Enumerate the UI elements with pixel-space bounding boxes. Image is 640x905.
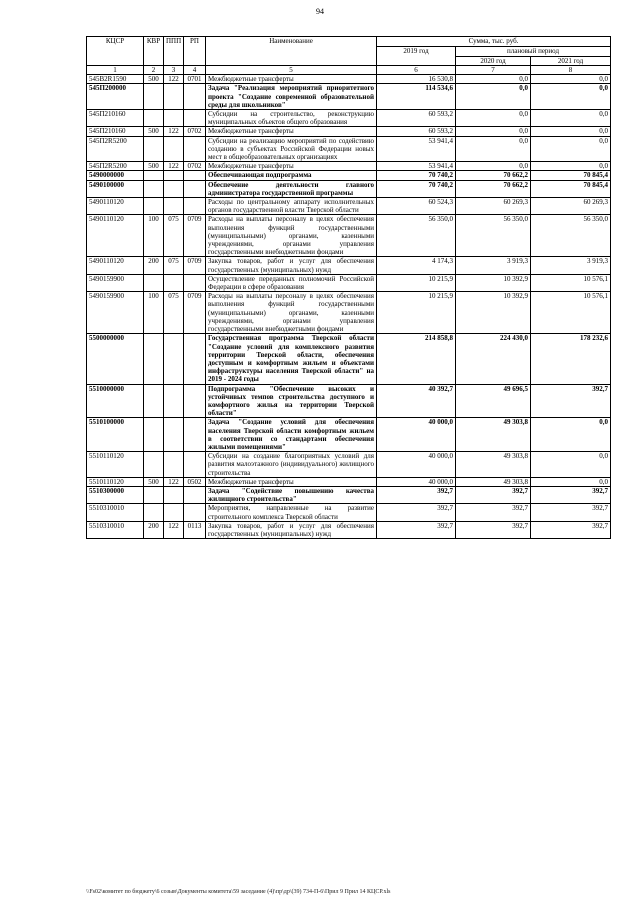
row-kcsr: 545П200000 <box>87 84 144 110</box>
row-sum-2021: 3 919,3 <box>531 257 611 274</box>
table-header <box>87 37 611 75</box>
row-kvr <box>144 274 164 291</box>
table-row <box>87 257 611 274</box>
row-rp <box>184 418 206 452</box>
row-kcsr: 5490110120 <box>87 215 144 257</box>
row-name: Задача "Реализация мероприятий приоритетного проекта "Создание современной образовательной среды для школьников" <box>206 84 377 110</box>
row-ppp: 075 <box>164 292 184 334</box>
row-name: Межбюджетные трансферты <box>206 477 377 486</box>
row-sum-2021: 0,0 <box>531 127 611 136</box>
row-ppp <box>164 180 184 197</box>
row-kvr <box>144 418 164 452</box>
table-row <box>87 486 611 503</box>
budget-table <box>86 36 611 539</box>
row-kvr <box>144 384 164 418</box>
row-sum-2019: 60 593,2 <box>377 110 456 127</box>
row-sum-2019: 40 000,0 <box>377 452 456 478</box>
row-name: Обеспечение деятельности главного администратора государственной программы <box>206 180 377 197</box>
row-rp: 0701 <box>184 75 206 84</box>
row-ppp <box>164 110 184 127</box>
column-number: 1 <box>87 66 144 75</box>
row-kcsr: 5490159900 <box>87 292 144 334</box>
header-2019: 2019 год <box>377 47 456 66</box>
row-sum-2021: 70 845,4 <box>531 171 611 180</box>
row-kvr: 500 <box>144 477 164 486</box>
row-sum-2019: 40 000,0 <box>377 477 456 486</box>
row-kcsr: 5510110120 <box>87 452 144 478</box>
row-rp <box>184 274 206 291</box>
row-kcsr: 5500000000 <box>87 334 144 384</box>
row-ppp <box>164 334 184 384</box>
row-rp <box>184 198 206 215</box>
row-kcsr: 5490159900 <box>87 274 144 291</box>
row-kvr <box>144 84 164 110</box>
table-row <box>87 127 611 136</box>
row-sum-2019: 392,7 <box>377 486 456 503</box>
row-sum-2020: 49 303,8 <box>456 477 531 486</box>
header-planned-period: плановый период <box>456 47 611 57</box>
row-sum-2020: 392,7 <box>456 486 531 503</box>
table-row <box>87 452 611 478</box>
table-row <box>87 84 611 110</box>
row-sum-2020: 70 662,2 <box>456 171 531 180</box>
row-sum-2021: 0,0 <box>531 75 611 84</box>
row-sum-2021: 56 350,0 <box>531 215 611 257</box>
table-row <box>87 384 611 418</box>
table-row <box>87 521 611 538</box>
row-kcsr: 545П2R5200 <box>87 162 144 171</box>
row-ppp <box>164 504 184 521</box>
row-name: Субсидии на реализацию мероприятий по содействию созданию в субъектах Российской Федерации новых мест в общеобразовательных организациях <box>206 136 377 162</box>
row-ppp: 122 <box>164 521 184 538</box>
row-sum-2020: 49 696,5 <box>456 384 531 418</box>
row-rp <box>184 486 206 503</box>
row-name: Расходы на выплаты персоналу в целях обеспечения выполнения функций государственными (муниципальными) органами, казенными учреждениями, органами управления государственными внебюджетными фондами <box>206 215 377 257</box>
row-name: Субсидии на строительство, реконструкцию муниципальных объектов общего образования <box>206 110 377 127</box>
row-ppp <box>164 384 184 418</box>
row-sum-2021: 0,0 <box>531 84 611 110</box>
row-sum-2019: 10 215,9 <box>377 274 456 291</box>
table-row <box>87 292 611 334</box>
row-rp <box>184 180 206 197</box>
row-sum-2019: 53 941,4 <box>377 162 456 171</box>
row-sum-2021: 178 232,6 <box>531 334 611 384</box>
column-number: 6 <box>377 66 456 75</box>
header-sum: Сумма, тыс. руб. <box>377 37 611 47</box>
page-number: 94 <box>316 7 324 16</box>
row-name: Мероприятия, направленные на развитие строительного комплекса Тверской области <box>206 504 377 521</box>
row-name: Субсидии на создание благоприятных условий для развития малоэтажного (индивидуального) жилищного строительства <box>206 452 377 478</box>
row-sum-2019: 16 530,8 <box>377 75 456 84</box>
row-ppp: 075 <box>164 257 184 274</box>
row-sum-2021: 10 576,1 <box>531 292 611 334</box>
row-name: Подпрограмма "Обеспечение высоких и устойчивых темпов строительства доступного и комфортного жилья на территории Тверской области" <box>206 384 377 418</box>
row-kcsr: 5510110120 <box>87 477 144 486</box>
row-kvr: 500 <box>144 162 164 171</box>
header-name: Наименование <box>206 37 377 66</box>
row-ppp <box>164 171 184 180</box>
row-name: Межбюджетные трансферты <box>206 75 377 84</box>
row-sum-2021: 70 845,4 <box>531 180 611 197</box>
row-name: Расходы по центральному аппарату исполнительных органов государственной власти Тверской области <box>206 198 377 215</box>
row-sum-2020: 0,0 <box>456 162 531 171</box>
row-kvr <box>144 198 164 215</box>
column-number: 4 <box>184 66 206 75</box>
row-ppp <box>164 84 184 110</box>
row-sum-2021: 392,7 <box>531 504 611 521</box>
row-sum-2019: 53 941,4 <box>377 136 456 162</box>
row-ppp: 122 <box>164 75 184 84</box>
footer-file-path: \\Fs02\комитет по бюджету\6 созыв\Документы комитета\59 заседание (4)\пр\др\(39) 734-П-6\Прил 9 Прил 14 КЦСР.xls <box>86 889 391 895</box>
row-sum-2019: 392,7 <box>377 504 456 521</box>
row-sum-2019: 4 174,3 <box>377 257 456 274</box>
header-2021: 2021 год <box>531 57 611 66</box>
table-body <box>87 75 611 539</box>
row-kvr: 100 <box>144 292 164 334</box>
row-kcsr: 5490000000 <box>87 171 144 180</box>
row-kcsr: 545В2R1590 <box>87 75 144 84</box>
row-sum-2020: 0,0 <box>456 127 531 136</box>
table-row <box>87 274 611 291</box>
header-2020: 2020 год <box>456 57 531 66</box>
row-ppp <box>164 486 184 503</box>
row-ppp <box>164 136 184 162</box>
row-sum-2020: 392,7 <box>456 521 531 538</box>
row-sum-2020: 0,0 <box>456 110 531 127</box>
row-sum-2019: 40 000,0 <box>377 418 456 452</box>
table-row <box>87 75 611 84</box>
row-kvr: 200 <box>144 257 164 274</box>
row-rp <box>184 110 206 127</box>
row-kvr <box>144 171 164 180</box>
row-kvr <box>144 136 164 162</box>
row-sum-2019: 56 350,0 <box>377 215 456 257</box>
row-name: Осуществление переданных полномочий Российской Федерации в сфере образования <box>206 274 377 291</box>
row-sum-2020: 56 350,0 <box>456 215 531 257</box>
row-sum-2021: 60 269,3 <box>531 198 611 215</box>
row-ppp: 122 <box>164 162 184 171</box>
row-sum-2019: 60 524,3 <box>377 198 456 215</box>
header-kcsr: КЦСР <box>87 37 144 66</box>
row-sum-2020: 70 662,2 <box>456 180 531 197</box>
row-sum-2021: 0,0 <box>531 477 611 486</box>
row-ppp: 075 <box>164 215 184 257</box>
row-kcsr: 5510100000 <box>87 418 144 452</box>
table-row <box>87 334 611 384</box>
row-name: Расходы на выплаты персоналу в целях обеспечения выполнения функций государственными (муниципальными) органами, казенными учреждениями, органами управления государственными внебюджетными фондами <box>206 292 377 334</box>
row-sum-2019: 40 392,7 <box>377 384 456 418</box>
table-row <box>87 418 611 452</box>
row-sum-2021: 0,0 <box>531 162 611 171</box>
row-kvr <box>144 334 164 384</box>
row-sum-2021: 0,0 <box>531 452 611 478</box>
row-kcsr: 545П210160 <box>87 127 144 136</box>
row-sum-2020: 49 303,8 <box>456 452 531 478</box>
row-sum-2021: 0,0 <box>531 136 611 162</box>
row-name: Обеспечивающая подпрограмма <box>206 171 377 180</box>
row-kvr: 200 <box>144 521 164 538</box>
row-sum-2019: 392,7 <box>377 521 456 538</box>
row-sum-2019: 70 740,2 <box>377 180 456 197</box>
table-row <box>87 162 611 171</box>
table-row <box>87 180 611 197</box>
table-row <box>87 110 611 127</box>
column-number: 3 <box>164 66 184 75</box>
row-rp <box>184 136 206 162</box>
row-sum-2021: 0,0 <box>531 418 611 452</box>
row-name: Задача "Содействие повышению качества жилищного строительства" <box>206 486 377 503</box>
row-name: Межбюджетные трансферты <box>206 127 377 136</box>
row-sum-2020: 10 392,9 <box>456 292 531 334</box>
row-rp: 0113 <box>184 521 206 538</box>
row-kvr: 500 <box>144 75 164 84</box>
row-ppp: 122 <box>164 127 184 136</box>
row-ppp <box>164 274 184 291</box>
row-kvr <box>144 110 164 127</box>
row-rp <box>184 504 206 521</box>
row-kvr <box>144 452 164 478</box>
row-sum-2019: 10 215,9 <box>377 292 456 334</box>
column-number: 7 <box>456 66 531 75</box>
row-sum-2020: 392,7 <box>456 504 531 521</box>
row-rp <box>184 384 206 418</box>
row-sum-2019: 114 534,6 <box>377 84 456 110</box>
row-kcsr: 5490110120 <box>87 198 144 215</box>
row-kcsr: 545П2R5200 <box>87 136 144 162</box>
row-name: Государственная программа Тверской области "Создание условий для комплексного развития территории Тверской области, обеспечения доступным и комфортным жильем и объектами инфраструктуры населения Тверской области" на 2019 - 2024 годы <box>206 334 377 384</box>
header-rp: РП <box>184 37 206 66</box>
row-sum-2019: 60 593,2 <box>377 127 456 136</box>
row-rp: 0702 <box>184 127 206 136</box>
row-rp <box>184 84 206 110</box>
row-kvr: 100 <box>144 215 164 257</box>
row-kcsr: 5510310010 <box>87 504 144 521</box>
row-kcsr: 545П210160 <box>87 110 144 127</box>
row-ppp: 122 <box>164 477 184 486</box>
table-row <box>87 504 611 521</box>
row-sum-2020: 10 392,9 <box>456 274 531 291</box>
table-row <box>87 215 611 257</box>
header-kvr: КВР <box>144 37 164 66</box>
table-row <box>87 171 611 180</box>
row-sum-2020: 0,0 <box>456 84 531 110</box>
row-kvr <box>144 180 164 197</box>
row-kvr <box>144 504 164 521</box>
row-name: Межбюджетные трансферты <box>206 162 377 171</box>
row-kvr: 500 <box>144 127 164 136</box>
column-number: 5 <box>206 66 377 75</box>
row-sum-2021: 392,7 <box>531 486 611 503</box>
row-kvr <box>144 486 164 503</box>
row-sum-2020: 0,0 <box>456 75 531 84</box>
table-row <box>87 198 611 215</box>
row-sum-2020: 224 430,0 <box>456 334 531 384</box>
row-rp <box>184 334 206 384</box>
row-sum-2021: 10 576,1 <box>531 274 611 291</box>
row-sum-2020: 0,0 <box>456 136 531 162</box>
row-ppp <box>164 418 184 452</box>
row-rp <box>184 452 206 478</box>
row-kcsr: 5490110120 <box>87 257 144 274</box>
row-name: Закупка товаров, работ и услуг для обеспечения государственных (муниципальных) нужд <box>206 521 377 538</box>
row-rp: 0502 <box>184 477 206 486</box>
row-rp: 0702 <box>184 162 206 171</box>
column-number-row <box>87 66 611 75</box>
row-sum-2021: 0,0 <box>531 110 611 127</box>
row-rp: 0709 <box>184 292 206 334</box>
row-sum-2021: 392,7 <box>531 521 611 538</box>
row-sum-2021: 392,7 <box>531 384 611 418</box>
column-number: 2 <box>144 66 164 75</box>
header-ppp: ППП <box>164 37 184 66</box>
row-rp: 0709 <box>184 215 206 257</box>
row-rp: 0709 <box>184 257 206 274</box>
table-row <box>87 136 611 162</box>
row-kcsr: 5510300000 <box>87 486 144 503</box>
row-sum-2020: 60 269,3 <box>456 198 531 215</box>
row-sum-2019: 214 858,8 <box>377 334 456 384</box>
row-kcsr: 5510310010 <box>87 521 144 538</box>
row-ppp <box>164 198 184 215</box>
row-ppp <box>164 452 184 478</box>
row-rp <box>184 171 206 180</box>
row-kcsr: 5490100000 <box>87 180 144 197</box>
row-sum-2020: 49 303,8 <box>456 418 531 452</box>
row-sum-2020: 3 919,3 <box>456 257 531 274</box>
row-kcsr: 5510000000 <box>87 384 144 418</box>
table-row <box>87 477 611 486</box>
row-name: Закупка товаров, работ и услуг для обеспечения государственных (муниципальных) нужд <box>206 257 377 274</box>
row-sum-2019: 70 740,2 <box>377 171 456 180</box>
column-number: 8 <box>531 66 611 75</box>
row-name: Задача "Создание условий для обеспечения населения Тверской области комфортным жильем в соответствии со стандартами обеспечения жилыми помещениями" <box>206 418 377 452</box>
